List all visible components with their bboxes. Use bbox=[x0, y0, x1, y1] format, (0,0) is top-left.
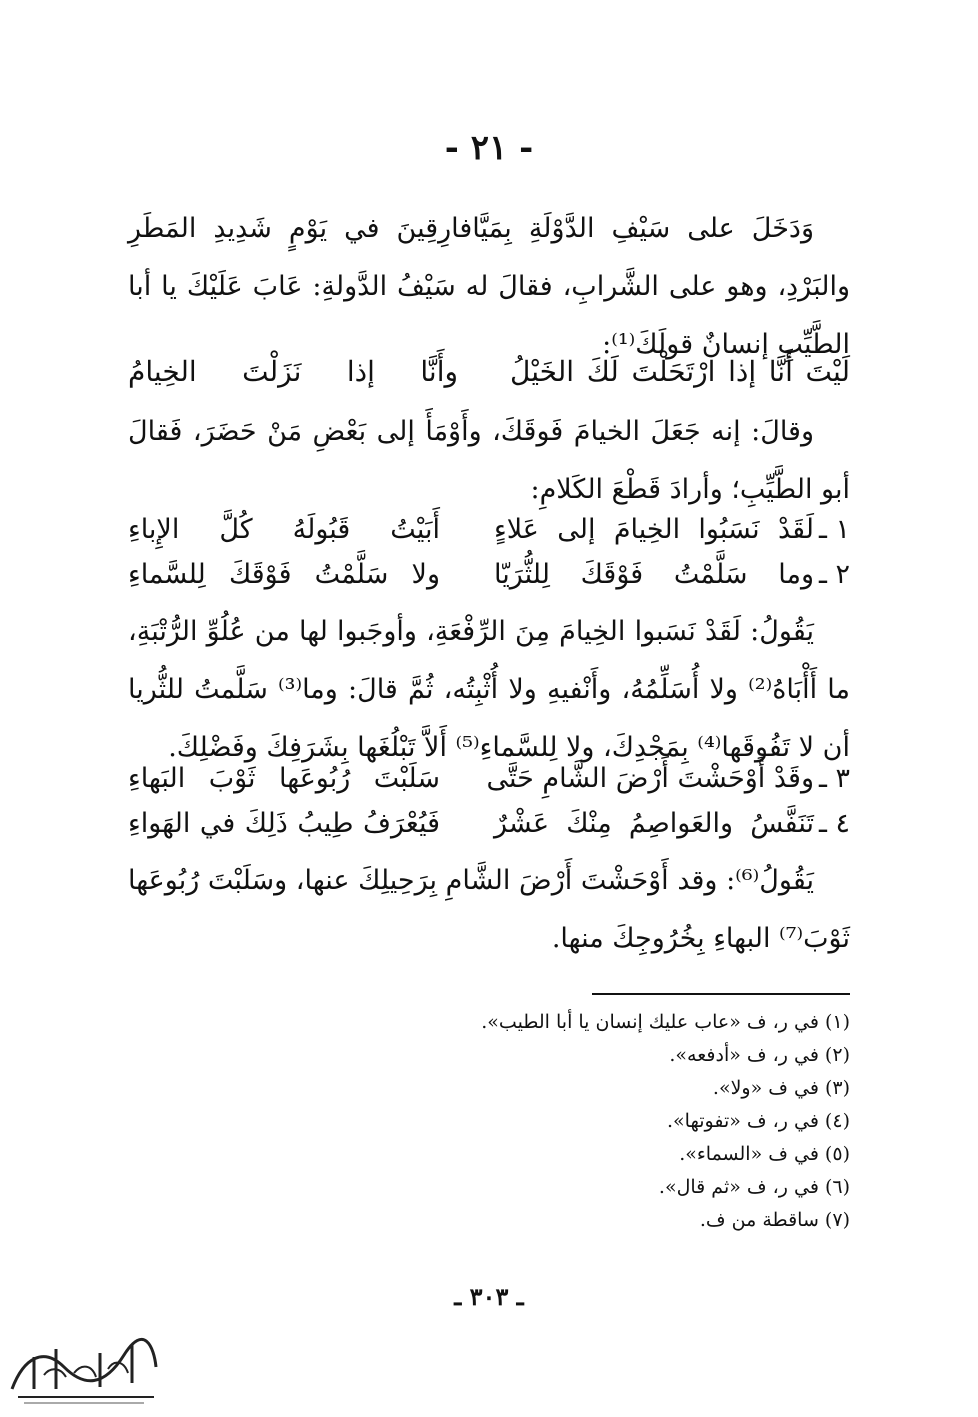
footnote-divider bbox=[592, 993, 850, 995]
verse-first-hemistich: وقَدْ أَوْحَشْتَ أَرْضَ الشَّامِ حَتَّى bbox=[486, 763, 814, 794]
section-number: - ٢١ - bbox=[444, 128, 534, 168]
footnote: (٣) في ف «ولا». bbox=[712, 1077, 850, 1099]
comment-1-text: وقالَ: إنه جَعَلَ الخيامَ فَوقَكَ، وأَوْمَأَ إلى بَعْضِ مَنْ حَضَرَ، فَقالَ أبو الطَّيِّبِ؛ وأرادَ قَطْعَ الكَلامِ: bbox=[128, 416, 850, 505]
footnote: (٢) في ر، ف «أدفعه». bbox=[669, 1044, 850, 1066]
verse-first-hemistich: لَقَدْ نَسَبُوا الخِيامَ إلى عَلاءٍ bbox=[494, 514, 814, 545]
verse-number: ٢ ـ bbox=[818, 559, 850, 590]
quoted-verse bbox=[128, 347, 850, 397]
verse-second-hemistich: سَلَبْتَ رُبُوعَها ثَوْبَ البَهاءِ bbox=[128, 763, 440, 794]
verse-line bbox=[128, 757, 850, 801]
verse-line bbox=[128, 553, 850, 597]
comment-paragraph-3 bbox=[128, 852, 850, 968]
verse-first-hemistich: وما سَلَّمْتُ فَوْقَكَ لِلثُّرَيّا bbox=[494, 559, 814, 590]
verse-number: ٤ ـ bbox=[818, 808, 850, 839]
verse-second-hemistich: أَبَيْتُ قَبُولَهُ كُلَّ الإِباءِ bbox=[128, 514, 440, 545]
comment-paragraph-2 bbox=[128, 603, 850, 777]
verse-line bbox=[128, 508, 850, 552]
comment-paragraph-1 bbox=[128, 403, 850, 519]
verse-line bbox=[128, 802, 850, 846]
intro-text: وَدَخَلَ على سَيْفِ الدَّوْلَةِ بِمَيَّافارِقِينَ في يَوْمٍ شَدِيدِ المَطَرِ والبَرْدِ، وهو على الشَّرابِ، فقالَ له سَيْفُ الدَّولةِ: عَابَ عَلَيْكَ يا أبا الطَّيِّبِ إنسانٌ قولَكَ⁽¹⁾: bbox=[128, 213, 850, 360]
footnote: (٦) في ر، ف «ثم قال». bbox=[658, 1176, 850, 1198]
footnote: (٥) في ف «السماء». bbox=[679, 1143, 850, 1165]
footnote: (٤) في ر، ف «تفوتها». bbox=[667, 1110, 850, 1132]
quoted-verse-first-hemistich: لَيْتَ أَنَّا إذا ارْتَحَلْتَ لَكَ الخَيْلُ bbox=[510, 355, 850, 388]
page-number: ـ ٣٠٣ ـ bbox=[454, 1282, 524, 1311]
comment-3-text: يَقُولُ⁽⁶⁾: وقد أَوْحَشْتَ أَرْضَ الشَّامِ بِرَحِيلِكَ عنها، وسَلَبْتَ رُبُوعَها ثَوْبَ⁽⁷⁾ البهاءِ بِخُرُوجِكَ منها. bbox=[128, 865, 850, 954]
verse-number: ١ ـ bbox=[818, 514, 850, 545]
quoted-verse-second-hemistich: وأَنَّا إذا نَزَلْتَ الخِيامُ bbox=[128, 355, 458, 388]
verse-number: ٣ ـ bbox=[818, 763, 850, 794]
comment-2-text: يَقُولُ: لَقَدْ نَسَبوا الخِيامَ مِنَ الرِّفْعَةِ، وأوجَبوا لها من عُلُوِّ الرُّتْبَةِ، ما أَأْبَاهُ⁽²⁾ ولا أُسَلِّمُهُ، وأَنْفيهِ ولا أُثْبِتُه، ثُمَّ قالَ: وما⁽³⁾ سَلَّمتُ للثُّريا أن لا تَفُوقَها⁽⁴⁾ بِمَجْدِكَ، ولا لِلسَّماءِ⁽⁵⁾ أَلاَّ تَبْلُغَها بِشَرَفِكَ وفَضْلِكَ. bbox=[128, 616, 850, 763]
library-stamp-icon bbox=[4, 1327, 162, 1407]
footnote: (٧) ساقطة من ف. bbox=[699, 1209, 850, 1231]
verse-first-hemistich: تَنَفَّسُ والعَواصِمُ مِنْكَ عَشْرٌ bbox=[494, 808, 814, 839]
verse-second-hemistich: ولا سَلَّمْتُ فَوْقَكَ لِلسَّماءِ bbox=[128, 559, 440, 590]
verse-second-hemistich: فَيُعْرَفُ طِيبُ ذَلِكَ في الهَواءِ bbox=[128, 808, 440, 839]
footnote: (١) في ر، ف «عاب عليك إنسان يا أبا الطيب». bbox=[481, 1011, 850, 1033]
footnotes bbox=[290, 1006, 850, 1237]
